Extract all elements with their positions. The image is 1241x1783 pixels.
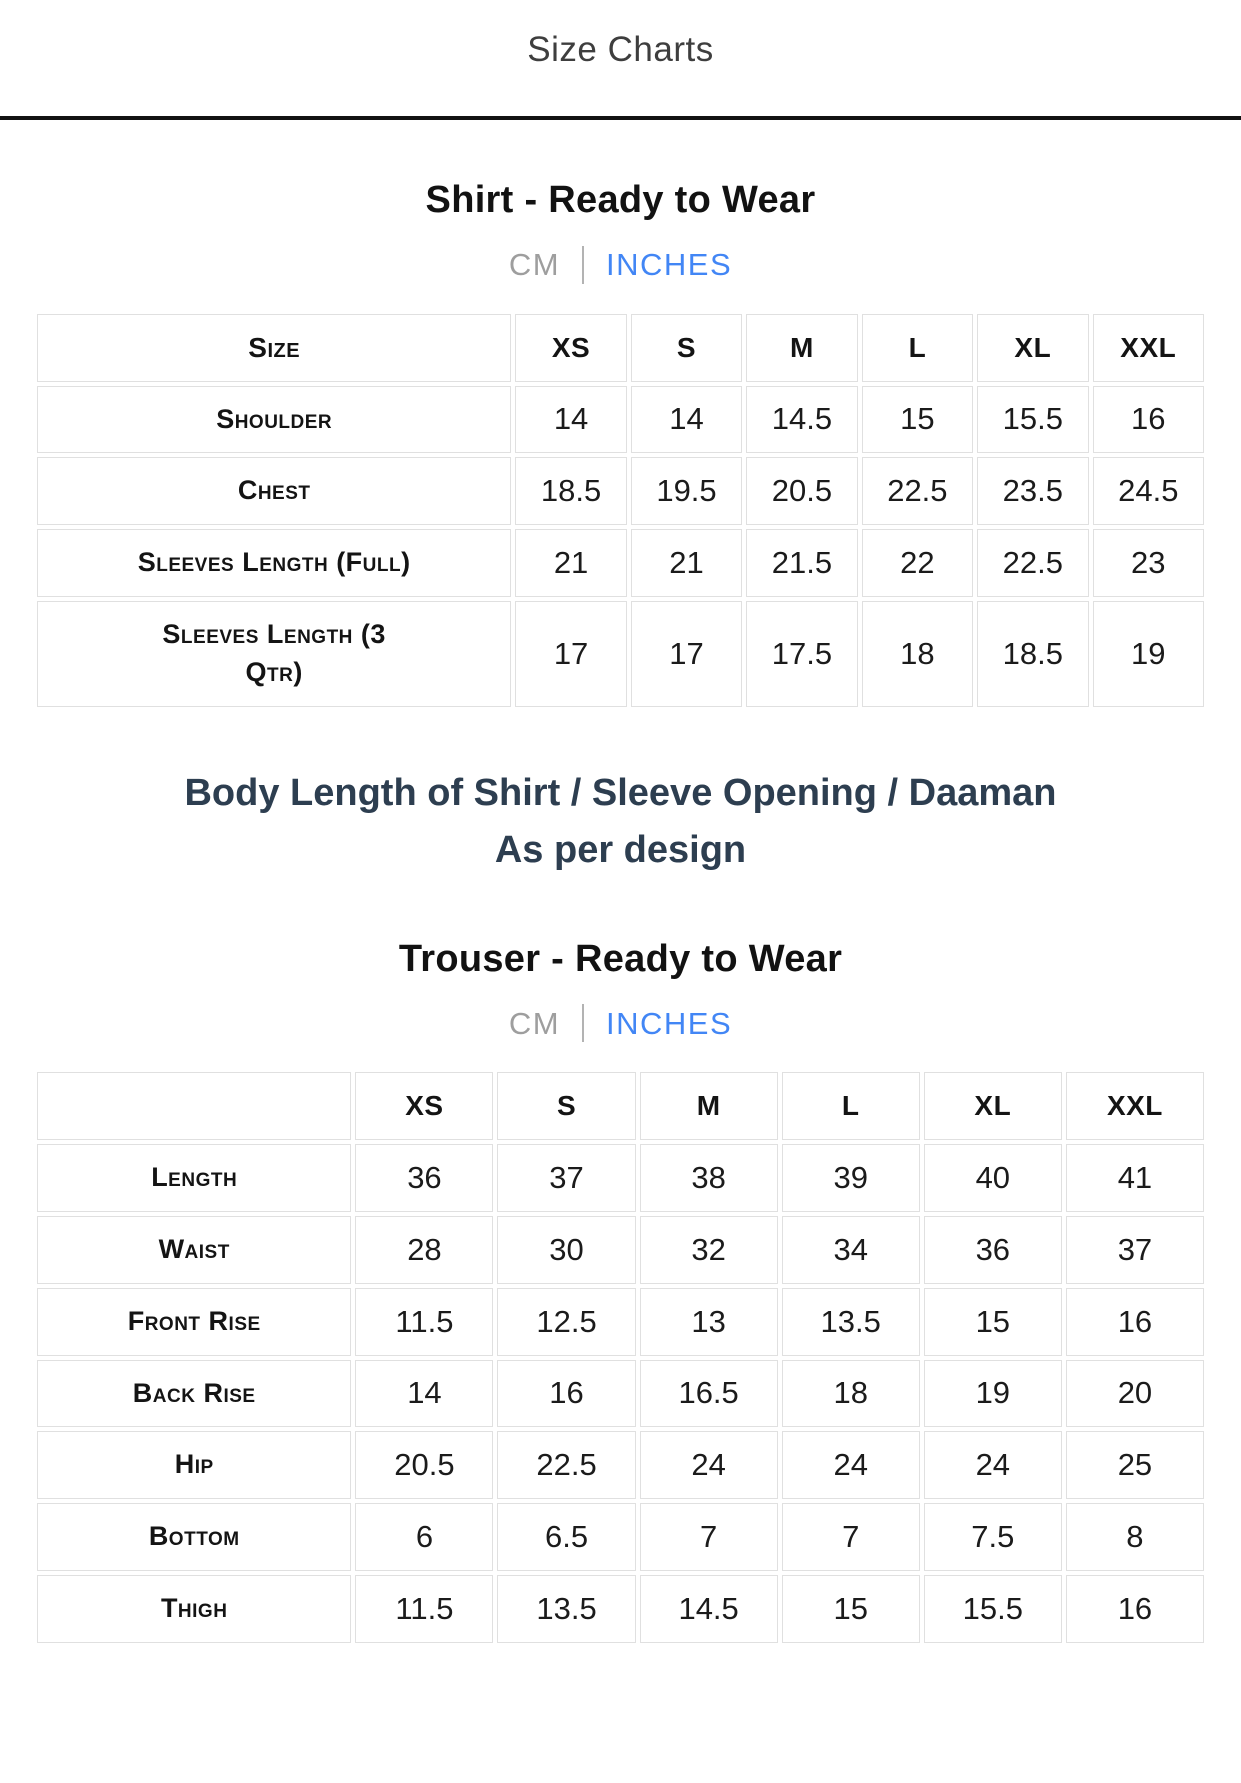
size-column-header: S bbox=[497, 1072, 635, 1140]
page-header bbox=[0, 0, 1241, 120]
size-column-header: XXL bbox=[1093, 314, 1204, 382]
cm-toggle[interactable]: CM bbox=[508, 247, 561, 282]
row-label: Length bbox=[37, 1144, 351, 1212]
cell-value: 11.5 bbox=[355, 1575, 493, 1643]
page-title: Size Charts bbox=[527, 30, 714, 69]
size-column-header: L bbox=[862, 314, 973, 382]
cell-value: 32 bbox=[640, 1216, 778, 1284]
cell-value: 19 bbox=[924, 1360, 1062, 1428]
cell-value: 37 bbox=[1066, 1216, 1204, 1284]
cell-value: 21.5 bbox=[746, 529, 857, 597]
cell-value: 17.5 bbox=[746, 601, 857, 707]
cell-value: 22.5 bbox=[497, 1431, 635, 1499]
cell-value: 18 bbox=[862, 601, 973, 707]
cell-value: 24 bbox=[924, 1431, 1062, 1499]
inches-toggle[interactable]: INCHES bbox=[606, 1005, 733, 1041]
shirt-heading: Shirt - Ready to Wear bbox=[425, 179, 816, 221]
cell-value: 15.5 bbox=[924, 1575, 1062, 1643]
cell-value: 14 bbox=[355, 1360, 493, 1428]
table-row bbox=[37, 457, 1204, 525]
size-column-header: XS bbox=[355, 1072, 493, 1140]
cell-value: 14.5 bbox=[640, 1575, 778, 1643]
cell-value: 39 bbox=[782, 1144, 920, 1212]
row-label: Waist bbox=[37, 1216, 351, 1284]
label-column-header bbox=[37, 1072, 351, 1140]
cell-value: 15 bbox=[862, 386, 973, 454]
cell-value: 19.5 bbox=[631, 457, 742, 525]
inches-toggle[interactable]: INCHES bbox=[606, 247, 733, 282]
body-length-note bbox=[30, 765, 1211, 879]
cell-value: 13.5 bbox=[782, 1288, 920, 1356]
row-label: Shoulder bbox=[37, 386, 511, 454]
cell-value: 21 bbox=[515, 529, 626, 597]
cell-value: 14 bbox=[515, 386, 626, 454]
trouser-size-table bbox=[33, 1068, 1208, 1647]
unit-toggle-divider bbox=[582, 1004, 584, 1042]
cell-value: 14.5 bbox=[746, 386, 857, 454]
size-column-header: M bbox=[640, 1072, 778, 1140]
note-line-1: Body Length of Shirt / Sleeve Opening / Daaman bbox=[184, 771, 1057, 814]
cell-value: 16.5 bbox=[640, 1360, 778, 1428]
cell-value: 22.5 bbox=[862, 457, 973, 525]
shirt-table-header-row bbox=[37, 314, 1204, 382]
size-column-header: XS bbox=[515, 314, 626, 382]
cell-value: 12.5 bbox=[497, 1288, 635, 1356]
table-row bbox=[37, 529, 1204, 597]
size-column-header: XL bbox=[924, 1072, 1062, 1140]
row-label: Sleeves Length (3 Qtr) bbox=[37, 601, 511, 707]
size-column-header: L bbox=[782, 1072, 920, 1140]
label-column-header: Size bbox=[37, 314, 511, 382]
cell-value: 16 bbox=[1066, 1575, 1204, 1643]
cell-value: 40 bbox=[924, 1144, 1062, 1212]
table-row bbox=[37, 1216, 1204, 1284]
unit-toggle-divider bbox=[582, 246, 584, 284]
cell-value: 11.5 bbox=[355, 1288, 493, 1356]
cell-value: 21 bbox=[631, 529, 742, 597]
row-label: Back Rise bbox=[37, 1360, 351, 1428]
cell-value: 13 bbox=[640, 1288, 778, 1356]
trouser-unit-toggle bbox=[0, 1004, 1241, 1042]
cell-value: 17 bbox=[515, 601, 626, 707]
cell-value: 18.5 bbox=[977, 601, 1088, 707]
cell-value: 6 bbox=[355, 1503, 493, 1571]
cell-value: 28 bbox=[355, 1216, 493, 1284]
cell-value: 20.5 bbox=[355, 1431, 493, 1499]
cell-value: 7 bbox=[782, 1503, 920, 1571]
cell-value: 16 bbox=[1093, 386, 1204, 454]
row-label: Chest bbox=[37, 457, 511, 525]
table-row bbox=[37, 1431, 1204, 1499]
cell-value: 34 bbox=[782, 1216, 920, 1284]
cell-value: 36 bbox=[924, 1216, 1062, 1284]
table-row bbox=[37, 1144, 1204, 1212]
cell-value: 14 bbox=[631, 386, 742, 454]
cell-value: 15.5 bbox=[977, 386, 1088, 454]
table-row bbox=[37, 1288, 1204, 1356]
shirt-section bbox=[0, 178, 1241, 711]
row-label: Front Rise bbox=[37, 1288, 351, 1356]
row-label: Hip bbox=[37, 1431, 351, 1499]
cell-value: 20.5 bbox=[746, 457, 857, 525]
cm-toggle[interactable]: CM bbox=[508, 1005, 561, 1041]
cell-value: 38 bbox=[640, 1144, 778, 1212]
shirt-unit-toggle bbox=[0, 246, 1241, 284]
cell-value: 22.5 bbox=[977, 529, 1088, 597]
cell-value: 23.5 bbox=[977, 457, 1088, 525]
cell-value: 7 bbox=[640, 1503, 778, 1571]
size-column-header: XXL bbox=[1066, 1072, 1204, 1140]
cell-value: 25 bbox=[1066, 1431, 1204, 1499]
cell-value: 6.5 bbox=[497, 1503, 635, 1571]
cell-value: 20 bbox=[1066, 1360, 1204, 1428]
table-row bbox=[37, 1575, 1204, 1643]
cell-value: 13.5 bbox=[497, 1575, 635, 1643]
cell-value: 37 bbox=[497, 1144, 635, 1212]
row-label: Sleeves Length (Full) bbox=[37, 529, 511, 597]
trouser-table-header-row bbox=[37, 1072, 1204, 1140]
cell-value: 22 bbox=[862, 529, 973, 597]
bottom-spacer bbox=[0, 1647, 1241, 1730]
size-column-header: S bbox=[631, 314, 742, 382]
cell-value: 24 bbox=[640, 1431, 778, 1499]
content bbox=[0, 178, 1241, 1730]
cell-value: 36 bbox=[355, 1144, 493, 1212]
trouser-heading: Trouser - Ready to Wear bbox=[398, 937, 843, 980]
size-column-header: M bbox=[746, 314, 857, 382]
trouser-section bbox=[0, 937, 1241, 1647]
table-row bbox=[37, 1360, 1204, 1428]
cell-value: 16 bbox=[1066, 1288, 1204, 1356]
note-line-2: As per design bbox=[494, 828, 747, 871]
cell-value: 24 bbox=[782, 1431, 920, 1499]
cell-value: 18.5 bbox=[515, 457, 626, 525]
cell-value: 24.5 bbox=[1093, 457, 1204, 525]
shirt-size-table bbox=[33, 310, 1208, 711]
size-column-header: XL bbox=[977, 314, 1088, 382]
cell-value: 16 bbox=[497, 1360, 635, 1428]
cell-value: 30 bbox=[497, 1216, 635, 1284]
cell-value: 15 bbox=[782, 1575, 920, 1643]
cell-value: 7.5 bbox=[924, 1503, 1062, 1571]
cell-value: 23 bbox=[1093, 529, 1204, 597]
cell-value: 19 bbox=[1093, 601, 1204, 707]
cell-value: 8 bbox=[1066, 1503, 1204, 1571]
cell-value: 17 bbox=[631, 601, 742, 707]
row-label: Bottom bbox=[37, 1503, 351, 1571]
table-row bbox=[37, 601, 1204, 707]
cell-value: 15 bbox=[924, 1288, 1062, 1356]
cell-value: 41 bbox=[1066, 1144, 1204, 1212]
table-row bbox=[37, 386, 1204, 454]
table-row bbox=[37, 1503, 1204, 1571]
cell-value: 18 bbox=[782, 1360, 920, 1428]
row-label: Thigh bbox=[37, 1575, 351, 1643]
